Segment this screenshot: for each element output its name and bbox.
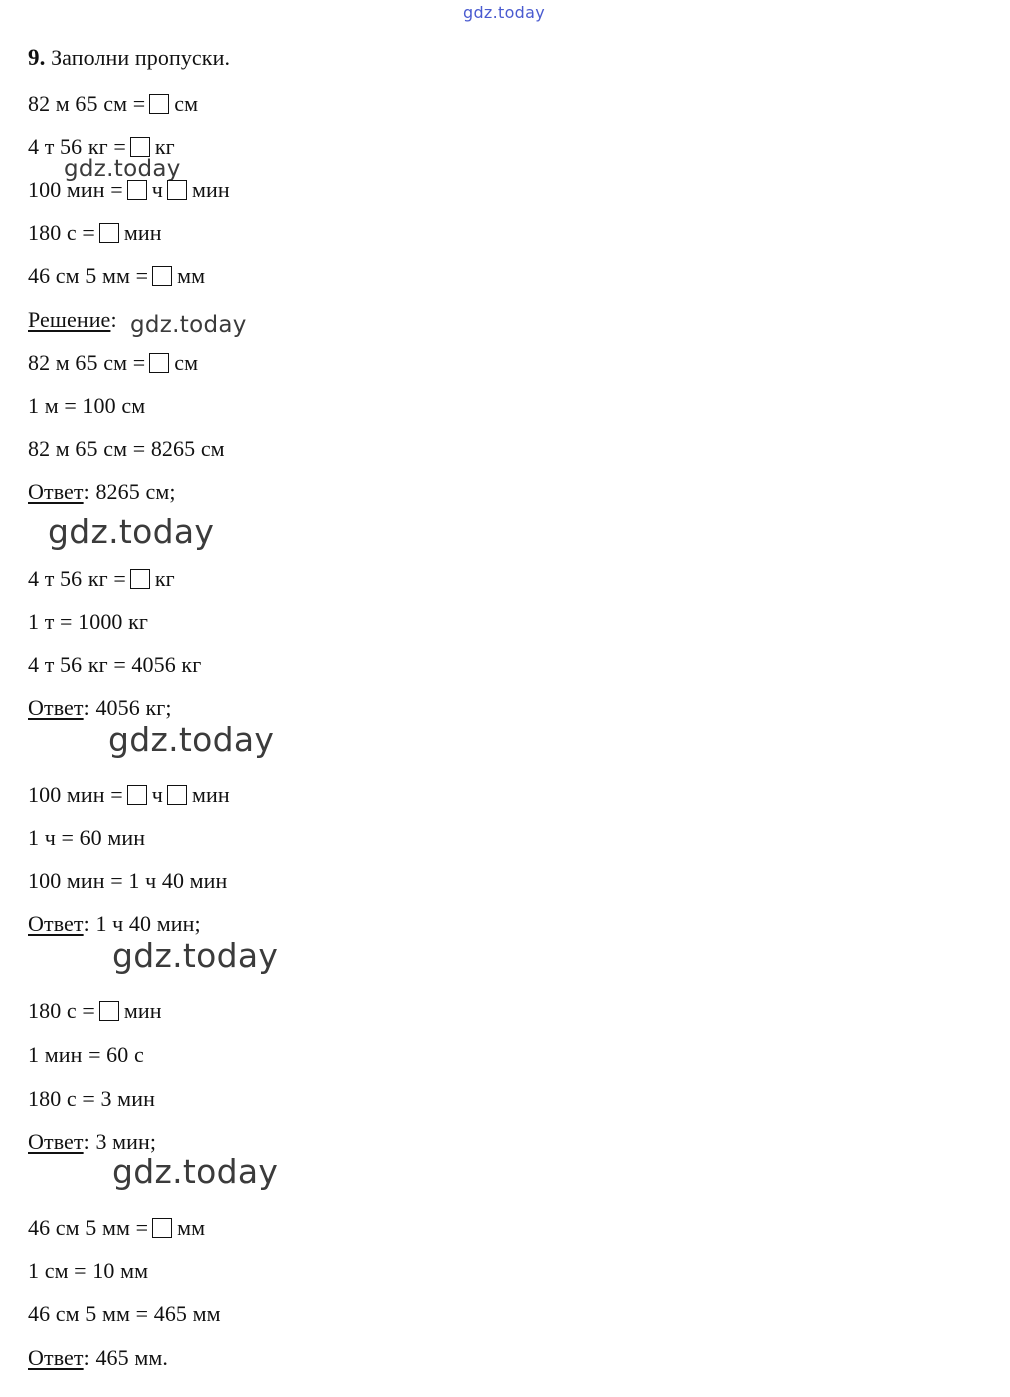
answer-label: Ответ: [28, 1129, 84, 1154]
problem-left: 100 мин =: [28, 177, 123, 202]
problem-left: 82 м 65 см =: [28, 91, 146, 116]
blank-box: [152, 1218, 172, 1238]
solution-answer: [28, 480, 176, 504]
solution-task-unit: мин: [123, 998, 162, 1023]
problem-unit: ч: [151, 177, 163, 202]
problem-unit: мин: [191, 177, 230, 202]
problem-line: [28, 178, 230, 202]
task-title: Заполни пропуски.: [51, 45, 231, 70]
solution-calc: 100 мин = 1 ч 40 мин: [28, 868, 228, 893]
solution-answer: [28, 912, 201, 936]
answer-label: Ответ: [28, 479, 84, 504]
answer-value: : 4056 кг;: [83, 695, 172, 720]
blank-box: [130, 137, 150, 157]
solution-task: [28, 1216, 205, 1240]
watermark: gdz.today: [112, 936, 279, 975]
blank-box: [167, 785, 187, 805]
solution-task-left: 100 мин =: [28, 782, 123, 807]
answer-value: : 8265 см;: [83, 479, 176, 504]
watermark-top: gdz.today: [463, 3, 545, 22]
solution-rule: 1 т = 1000 кг: [28, 609, 149, 634]
blank-box: [99, 223, 119, 243]
problem-unit: см: [174, 91, 199, 116]
blank-box: [127, 785, 147, 805]
solution-task-left: 82 м 65 см =: [28, 350, 146, 375]
solution-heading: Решение:: [28, 307, 117, 332]
solution-calc: 180 с = 3 мин: [28, 1086, 155, 1111]
solution-calc: 82 м 65 см = 8265 см: [28, 436, 225, 461]
problem-unit: мм: [177, 263, 206, 288]
solution-task: [28, 351, 198, 375]
solution-task-left: 180 с =: [28, 998, 95, 1023]
problem-unit: мин: [123, 220, 162, 245]
watermark: gdz.today: [130, 312, 247, 338]
solution-task: [28, 999, 162, 1023]
problem-line: [28, 264, 205, 288]
task-header: [28, 46, 230, 70]
answer-value: : 465 мм.: [83, 1345, 168, 1370]
problem-line: [28, 221, 162, 245]
solution-task-left: 4 т 56 кг =: [28, 566, 126, 591]
blank-box: [167, 180, 187, 200]
watermark: gdz.today: [48, 512, 215, 551]
solution-answer: [28, 696, 172, 720]
solution-calc: 4 т 56 кг = 4056 кг: [28, 652, 202, 677]
blank-box: [149, 94, 169, 114]
blank-box: [149, 353, 169, 373]
problem-line: [28, 92, 198, 116]
task-number: 9.: [28, 45, 46, 70]
solution-label: Решение: [28, 307, 111, 332]
solution-rule: 1 мин = 60 с: [28, 1042, 144, 1067]
solution-answer: [28, 1130, 156, 1154]
blank-box: [127, 180, 147, 200]
solution-calc: 46 см 5 мм = 465 мм: [28, 1301, 221, 1326]
answer-label: Ответ: [28, 911, 84, 936]
solution-rule: 1 м = 100 см: [28, 393, 146, 418]
problem-unit: кг: [154, 134, 175, 159]
solution-task: [28, 783, 230, 807]
problem-line: [28, 135, 175, 159]
blank-box: [99, 1001, 119, 1021]
solution-task-unit: мм: [177, 1215, 206, 1240]
solution-task-unit: кг: [154, 566, 175, 591]
solution-task-left: 46 см 5 мм =: [28, 1215, 149, 1240]
blank-box: [130, 569, 150, 589]
answer-label: Ответ: [28, 695, 84, 720]
solution-rule: 1 см = 10 мм: [28, 1258, 149, 1283]
answer-label: Ответ: [28, 1345, 84, 1370]
solution-answer: [28, 1346, 168, 1370]
problem-left: 46 см 5 мм =: [28, 263, 149, 288]
watermark: gdz.today: [112, 1152, 279, 1191]
blank-box: [152, 266, 172, 286]
problem-left: 180 с =: [28, 220, 95, 245]
watermark: gdz.today: [64, 156, 181, 182]
solution-task-unit: ч: [151, 782, 163, 807]
answer-value: : 1 ч 40 мин;: [83, 911, 201, 936]
solution-task-unit: мин: [191, 782, 230, 807]
solution-task-unit: см: [174, 350, 199, 375]
solution-task: [28, 567, 175, 591]
problem-left: 4 т 56 кг =: [28, 134, 126, 159]
watermark: gdz.today: [108, 720, 275, 759]
answer-value: : 3 мин;: [83, 1129, 157, 1154]
solution-rule: 1 ч = 60 мин: [28, 825, 146, 850]
